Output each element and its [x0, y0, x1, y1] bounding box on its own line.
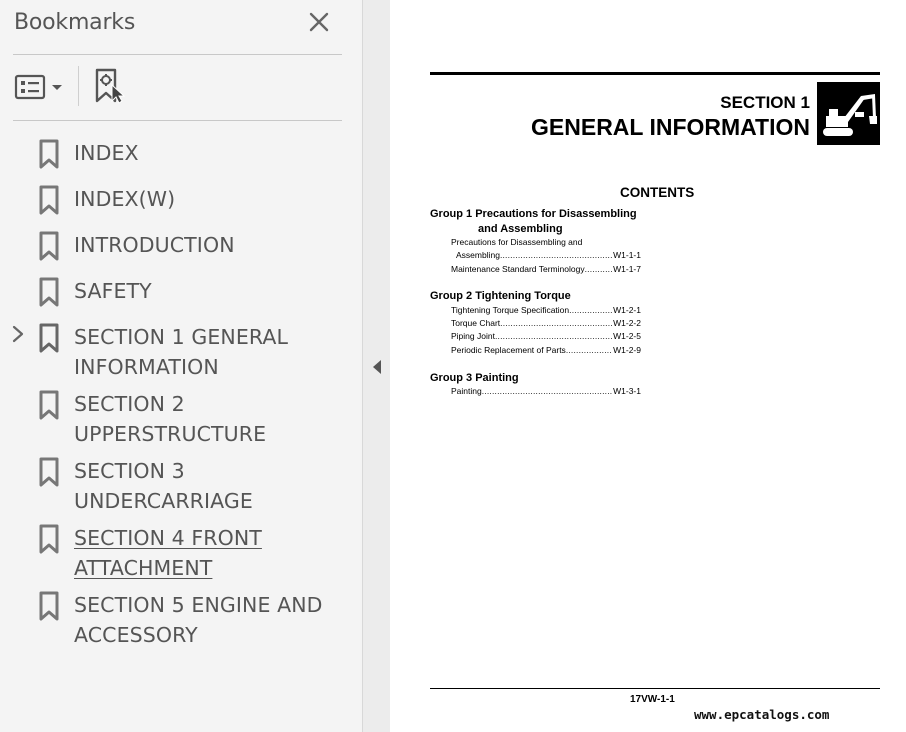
- toc-leader: [569, 305, 612, 315]
- bookmark-label: SECTION 5 ENGINE AND ACCESSORY: [74, 593, 323, 647]
- panel-divider-bottom: [13, 120, 342, 121]
- bookmark-label: SECTION 3 UNDERCARRIAGE: [74, 459, 253, 513]
- toc-entry[interactable]: [451, 331, 641, 341]
- watermark: www.epcatalogs.com: [694, 707, 830, 722]
- toc-entry[interactable]: Precautions for Disassembling and: [451, 237, 583, 247]
- bookmark-label: SAFETY: [74, 279, 152, 303]
- bookmark-label: SECTION 2 UPPERSTRUCTURE: [74, 392, 267, 446]
- document-page: [390, 0, 906, 732]
- group-1-title-cont: and Assembling: [478, 223, 563, 235]
- page-footer-code: 17VW-1-1: [630, 694, 675, 705]
- bookmark-label: SECTION 1 GENERAL INFORMATION: [74, 325, 289, 379]
- panel-divider-top: [13, 54, 342, 55]
- bookmark-label: INTRODUCTION: [74, 233, 235, 257]
- bookmark-icon: [38, 524, 60, 554]
- bookmark-section-3[interactable]: [0, 452, 362, 514]
- bookmark-options-icon: [14, 72, 66, 102]
- toc-leader: [495, 331, 612, 341]
- toc-entry-ref: W1-2-1: [613, 305, 641, 315]
- toc-entry-text: Assembling: [456, 250, 500, 260]
- toc-entry-ref: W1-3-1: [613, 386, 641, 396]
- footer-rule: [430, 688, 880, 689]
- bookmark-label: SECTION 4 FRONT ATTACHMENT: [74, 526, 262, 580]
- contents-heading: CONTENTS: [620, 185, 695, 200]
- bookmark-section-4[interactable]: [0, 519, 362, 581]
- bookmark-icon: [38, 139, 60, 169]
- section-number: SECTION 1: [720, 93, 810, 112]
- group-2-title: Group 2 Tightening Torque: [430, 290, 571, 302]
- toc-entry-ref: W1-2-5: [613, 331, 641, 341]
- toc-entry[interactable]: [451, 345, 641, 355]
- group-3-title: Group 3 Painting: [430, 372, 519, 384]
- toc-entry-ref: W1-1-1: [613, 250, 641, 260]
- toc-entry-text: Tightening Torque Specification: [451, 305, 570, 315]
- panel-title: Bookmarks: [14, 10, 136, 35]
- toc-entry-text: Periodic Replacement of Parts: [451, 345, 566, 355]
- bookmark-icon: [38, 231, 60, 261]
- toc-entry[interactable]: [451, 305, 641, 315]
- toc-leader: [500, 318, 612, 328]
- header-rule: [430, 72, 880, 75]
- section-title: GENERAL INFORMATION: [531, 114, 810, 140]
- toc-entry-text: Painting: [451, 386, 482, 396]
- bookmark-index[interactable]: [0, 134, 362, 174]
- bookmark-label: INDEX(W): [74, 187, 176, 211]
- bookmark-icon: [38, 323, 60, 353]
- bookmark-section-2[interactable]: [0, 385, 362, 447]
- toc-entry-text: Maintenance Standard Terminology: [451, 264, 585, 274]
- bookmark-options-button[interactable]: [14, 72, 66, 102]
- collapse-panel-arrow-icon[interactable]: [371, 358, 383, 376]
- bookmark-icon: [38, 390, 60, 420]
- find-current-bookmark-button[interactable]: [92, 68, 128, 104]
- bookmark-section-5[interactable]: [0, 586, 362, 648]
- bookmark-icon: [38, 457, 60, 487]
- toc-entry[interactable]: [456, 250, 641, 260]
- bookmark-index-w[interactable]: [0, 180, 362, 220]
- toc-leader: [566, 345, 612, 355]
- group-1-title: Group 1 Precautions for Disassembling: [430, 208, 637, 220]
- bookmarks-panel: [0, 0, 362, 732]
- bookmark-safety[interactable]: [0, 272, 362, 312]
- toc-leader: [585, 264, 613, 274]
- bookmark-introduction[interactable]: [0, 226, 362, 266]
- toc-entry[interactable]: [451, 386, 641, 396]
- toc-entry-ref: W1-1-7: [613, 264, 641, 274]
- toc-entry-text: Piping Joint: [451, 331, 495, 341]
- panel-splitter[interactable]: [362, 0, 390, 732]
- toolbar-separator: [78, 66, 79, 106]
- bookmark-icon: [38, 591, 60, 621]
- chevron-right-icon[interactable]: [10, 324, 26, 344]
- excavator-icon: [817, 82, 880, 145]
- toc-entry-ref: W1-2-9: [613, 345, 641, 355]
- bookmark-icon: [38, 277, 60, 307]
- toc-leader: [482, 386, 612, 396]
- toc-leader: [500, 250, 612, 260]
- close-panel-button[interactable]: [306, 9, 332, 35]
- toc-entry-ref: W1-2-2: [613, 318, 641, 328]
- find-current-bookmark-icon: [92, 68, 128, 104]
- toc-entry-text: Torque Chart: [451, 318, 501, 328]
- toc-entry[interactable]: [451, 318, 641, 328]
- toc-entry[interactable]: [451, 264, 641, 274]
- bookmark-icon: [38, 185, 60, 215]
- bookmark-section-1[interactable]: [0, 318, 362, 380]
- bookmark-label: INDEX: [74, 141, 139, 165]
- close-icon: [306, 9, 332, 35]
